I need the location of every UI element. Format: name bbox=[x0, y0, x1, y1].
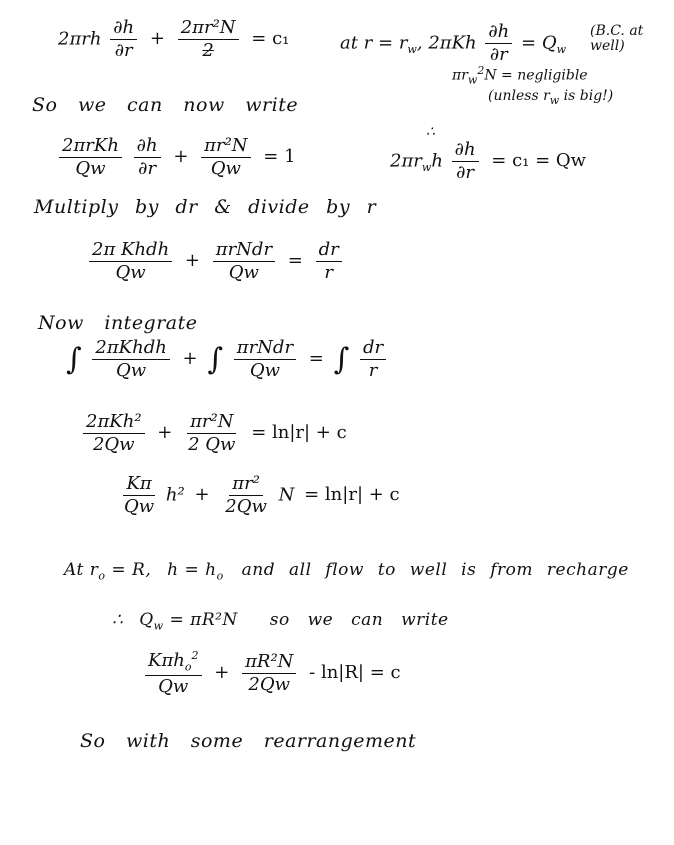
boundary-condition: at $r = r_w$, 2πKh $\frac{\partial h}{\partial r}$ = $Q_w$ bbox=[340, 21, 566, 65]
fraction-int-dr-r: $\frac{dr}{r}$ bbox=[360, 338, 386, 381]
equation-integral: ∫ $\frac{\text{2πKhdh}}{Qw}$ + ∫ $\frac{\text{πrNdr}}{Qw}$ = ∫ $\frac{dr}{r}$ bbox=[66, 338, 389, 381]
text-qw-equals: ∴ $Q_w = \pi R^2N$ so we can write bbox=[112, 610, 449, 633]
fraction-kh2: $\frac{\text{2πKh²}}{2Qw}$ bbox=[83, 412, 145, 455]
fraction-dh-dr-2: $\frac{\partial h}{\partial r}$ bbox=[134, 136, 161, 179]
fraction-int-rndr: $\frac{\text{πrNdr}}{Qw}$ bbox=[234, 338, 296, 381]
text-now-integrate: Now integrate bbox=[38, 312, 198, 334]
fraction-int-khdh: $\frac{\text{2πKhdh}}{Qw}$ bbox=[92, 338, 169, 381]
therefore-symbol: ∴ bbox=[426, 124, 435, 140]
fraction-kpih0: $\frac{K\pi h_o^2}{Qw}$ bbox=[145, 650, 202, 696]
equation-final: $\frac{K\pi h_o^2}{Qw}$ + $\frac{\text{πR²N}}{2Qw}$ - ln|R| = c bbox=[142, 650, 405, 696]
equation-well-flux: $2\pi r_wh$ $\frac{\partial h}{\partial r}$ = c₁ = Qw bbox=[390, 139, 587, 183]
equation-multiplied: $\frac{\text{2π Khdh}}{Qw}$ + $\frac{\text{πrNdr}}{Qw}$ = $\frac{dr}{r}$ bbox=[86, 240, 345, 283]
unless-note: (unless $r_w$ is big!) bbox=[488, 88, 614, 107]
equation-normalized: $\frac{\text{2πrKh}}{Qw}$ $\frac{\partial h}{\partial r}$ + $\frac{\text{πr²N}}{Qw}$ = 1 bbox=[56, 136, 300, 179]
fraction-bc-dh-dr: $\frac{\partial h}{\partial r}$ bbox=[485, 22, 512, 65]
fraction-khdh: $\frac{\text{2π Khdh}}{Qw}$ bbox=[89, 240, 172, 283]
negligible-note: $\pi r_w^2N$ = negligible bbox=[452, 64, 588, 87]
equation-result-1: $\frac{\text{2πKh²}}{2Qw}$ + $\frac{\text{πr²N}}{2 Qw}$ = ln|r| + c bbox=[80, 412, 351, 455]
fraction-pir2n: $\frac{\text{πR²N}}{2Qw}$ bbox=[242, 652, 296, 695]
fraction-well-dh-dr: $\frac{\partial h}{\partial r}$ bbox=[452, 140, 479, 183]
fraction-pir2-2qw: $\frac{\text{πr²}}{2Qw}$ bbox=[225, 473, 267, 517]
fraction-dr-r: $\frac{dr}{r}$ bbox=[316, 240, 342, 283]
text-so-we-can-write: So we can now write bbox=[32, 94, 299, 116]
text-at-R-condition: At $r_o = R$, $h = h_o$ and all flow to well is from recharge bbox=[64, 560, 629, 583]
fraction-kpi-qw: $\frac{K\pi}{Qw}$ bbox=[124, 473, 155, 517]
text-multiply: Multiply by dr & divide by r bbox=[34, 196, 377, 218]
equation-flux-balance: 2πrh $\frac{\partial h}{\partial r}$ + $\frac{\text{2πr²N}}{2}$ = c₁ bbox=[58, 17, 290, 61]
text-rearrangement: So with some rearrangement bbox=[80, 730, 417, 752]
bc-note: (B.C. at well) bbox=[590, 23, 644, 54]
fraction-recharge-term: $\frac{\text{2πr²N}}{2}$ bbox=[178, 18, 239, 61]
equation-result-2: $\frac{K\pi}{Qw}$ h² + $\frac{\text{πr²}}{2Qw}$ N = ln|r| + c bbox=[118, 474, 404, 517]
fraction-r2n: $\frac{\text{πr²N}}{2 Qw}$ bbox=[188, 411, 236, 455]
fraction-recharge-normalized: $\frac{\text{πr²N}}{Qw}$ bbox=[201, 136, 250, 179]
fraction-rndr: $\frac{\text{πrNdr}}{Qw}$ bbox=[213, 240, 275, 283]
fraction-flow-term: $\frac{\text{2πrKh}}{Qw}$ bbox=[59, 136, 122, 179]
fraction-dh-dr: $\frac{\partial h}{\partial r}$ bbox=[110, 18, 137, 61]
